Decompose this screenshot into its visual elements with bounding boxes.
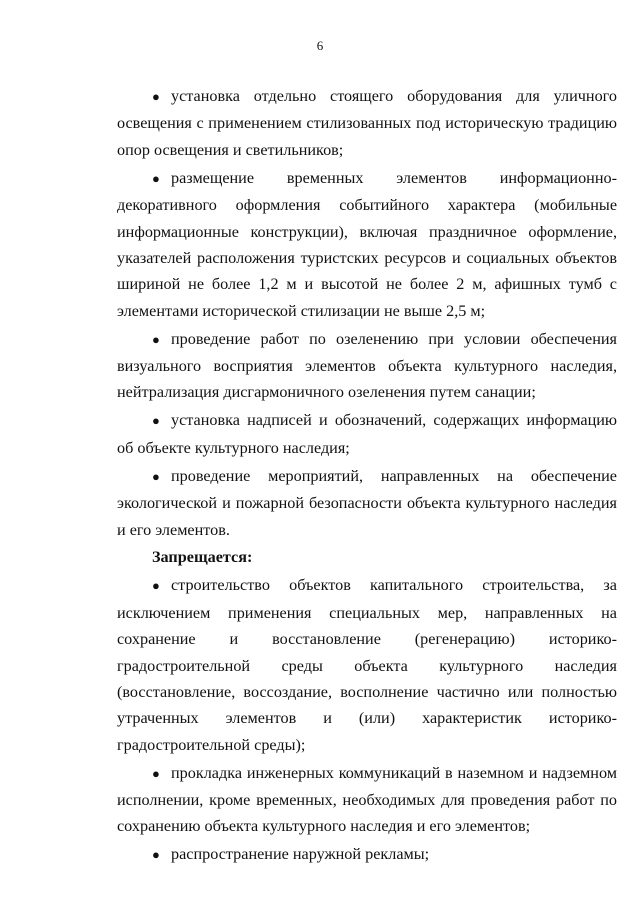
bullet-icon: ● xyxy=(152,468,160,484)
document-body xyxy=(117,83,617,870)
bullet-paragraph-utilities xyxy=(117,760,617,840)
paragraph-text: проведение мероприятий, направленных на обеспечение экологической и пожарной безопасности объекта культурного наследия и его элементов. xyxy=(117,466,617,539)
paragraph-text: установка надписей и обозначений, содержащих информацию об объекте культурного наследия; xyxy=(117,411,617,457)
paragraph-text: прокладка инженерных коммуникаций в наземном и надземном исполнении, кроме временных, необходимых для проведения работ по сохранению объекта культурного наследия и его элементов; xyxy=(117,763,617,836)
paragraph-text: размещение временных элементов информационно-декоративного оформления событийного характера (мобильные информационные конструкции), включая праздничное оформление, указателей расположения туристских ресурсов и социальных объектов шириной не более 1,2 м и высотой не более 2 м, афишных тумб с элементами исторической стилизации не выше 2,5 м; xyxy=(117,168,617,320)
prohibited-heading: Запрещается: xyxy=(152,548,253,567)
page-number: 6 xyxy=(316,38,324,53)
bullet-paragraph-construction xyxy=(117,572,617,758)
paragraph-text: проведение работ по озеленению при условии обеспечения визуального восприятия элементов объекта культурного наследия, нейтрализация дисгармоничного озеленения путем санации; xyxy=(117,329,617,402)
bullet-icon: ● xyxy=(152,413,160,429)
paragraph-text: распространение наружной рекламы; xyxy=(171,845,430,864)
bullet-icon: ● xyxy=(152,331,160,347)
bullet-icon: ● xyxy=(152,847,160,863)
bullet-paragraph-street-lighting xyxy=(117,83,617,163)
bullet-icon: ● xyxy=(152,765,160,781)
paragraph-text: строительство объектов капитального строительства, за исключением применения специальных мер, направленных на сохранение и восстановление (регенерацию) историко-градостроительной среды объекта культурного наследия (восстановление, воссоздание, восполнение частично или полностью утраченных элементов и (или) характеристик историко-градостроительной среды); xyxy=(117,576,617,754)
bullet-paragraph-advertising xyxy=(117,841,617,868)
bullet-icon: ● xyxy=(152,578,160,594)
bullet-paragraph-safety-measures xyxy=(117,463,617,543)
bullet-paragraph-landscaping xyxy=(117,326,617,406)
bullet-icon: ● xyxy=(152,170,160,186)
paragraph-text: установка отдельно стоящего оборудования для уличного освещения с применением стилизованных под историческую традицию опор освещения и светильников; xyxy=(117,87,617,159)
bullet-icon: ● xyxy=(152,89,160,104)
bullet-paragraph-temporary-elements xyxy=(117,165,617,324)
bullet-paragraph-signage xyxy=(117,407,617,461)
